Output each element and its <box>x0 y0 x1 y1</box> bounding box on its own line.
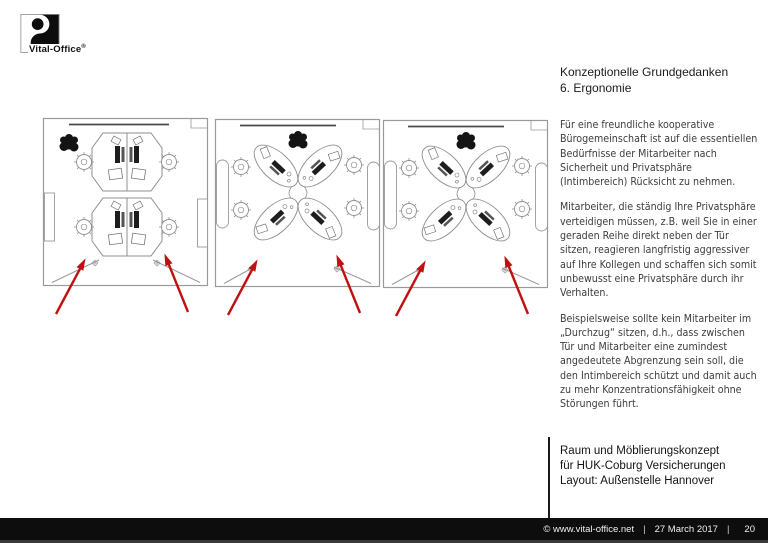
project-line-3: Layout: Außenstelle Hannover <box>560 475 715 488</box>
logo-wordmark: Vital-Office® <box>29 44 87 56</box>
paragraph-privacy-needs: Für eine freundliche kooperative Bürogemeinschaft ist auf die essentiellen Bedürfnisse der Mitarbeiter nach Sicherheit und Privatsphäre (Intimbereich) Rücksicht zu nehmen. <box>560 119 758 189</box>
project-info-block <box>560 444 765 490</box>
registered-mark: ® <box>81 44 87 50</box>
body-text-column <box>560 118 761 423</box>
footer-separator: | <box>726 523 730 535</box>
section-heading <box>560 64 760 96</box>
footer-page-number: 20 <box>744 523 755 535</box>
heading-line-2: 6. Ergonomie <box>560 81 632 95</box>
footer-separator: | <box>643 523 646 535</box>
floorplan-organic-cross-1 <box>214 118 382 318</box>
floorplan-linear-rows <box>42 117 210 317</box>
floorplan-organic-cross-2 <box>382 119 550 319</box>
project-line-1: Raum und Möblierungskonzept <box>560 445 720 457</box>
project-block-divider <box>548 437 550 519</box>
heading-line-1: Konzeptionelle Grundgedanken <box>560 65 729 79</box>
paragraph-durchzug-example: Beispielsweise sollte kein Mitarbeiter im „Durchzug“ sitzen, d.h., dass zwischen Tür und Mitarbeiter eine zumindest angedeutete Abgrenzung sein soll, die den Intimbereich schützt und damit auch zu mehr Konzentrationsfähigkeit ohne Störungen führt. <box>560 312 757 411</box>
footer-date: 27 March 2017 <box>654 523 718 535</box>
paragraph-door-row-aggression: Mitarbeiter, die ständig Ihre Privatsphäre verteidigen müssen, z.B. weil Sie in einer geraden Reihe direkt neben der Tür sitzen, reagieren langfristig aggressiver auf Ihre Kollegen und schaffen sich somit unbewusst eine Privatsphäre durch ihr Verhalten. <box>560 201 757 300</box>
footer-bar <box>0 518 768 543</box>
project-line-2: für HUK-Coburg Versicherungen <box>560 460 726 473</box>
footer-copyright: © www.vital-office.net <box>543 523 635 535</box>
